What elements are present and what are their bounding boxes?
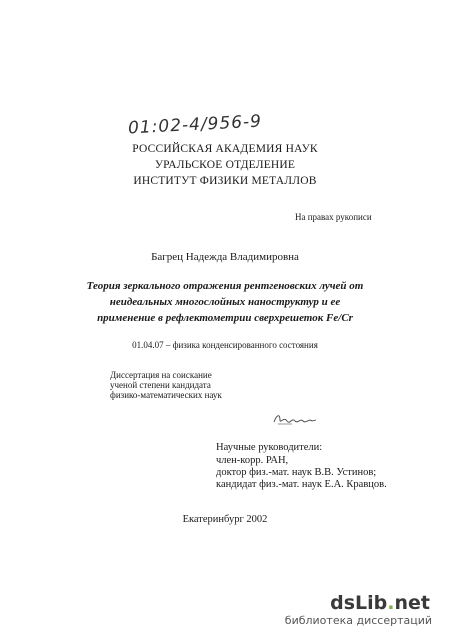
handwritten-catalog-number: 01:02-4/956-9	[127, 111, 263, 139]
author-name: Багрец Надежда Владимировна	[151, 251, 299, 263]
supervisor-line-3: доктор физ.-мат. наук В.В. Устинов;	[216, 467, 377, 478]
dslib-watermark-logo[interactable]	[330, 592, 430, 614]
rights-note: На правах рукописи	[295, 212, 372, 222]
dissertation-note-line-3: физико-математических наук	[110, 390, 222, 400]
organization-line-1: РОССИЙСКАЯ АКАДЕМИЯ НАУК	[132, 143, 318, 155]
organization-line-3: ИНСТИТУТ ФИЗИКИ МЕТАЛЛОВ	[133, 175, 317, 187]
supervisors-heading: Научные руководители:	[216, 442, 323, 453]
author-signature	[272, 412, 318, 426]
watermark-logo-dot: .	[387, 592, 395, 614]
organization-line-2: УРАЛЬСКОЕ ОТДЕЛЕНИЕ	[154, 159, 296, 171]
watermark-logo-tld: net	[394, 592, 430, 614]
thesis-title-line-1: Теория зеркального отражения рентгеновских лучей от	[86, 280, 364, 292]
specialty-code: 01.04.07 – физика конденсированного состояния	[132, 340, 318, 350]
dissertation-note-line-2: ученой степени кандидата	[110, 380, 211, 390]
thesis-title-line-2: неидеальных многослойных наноструктур и ее	[109, 296, 341, 308]
watermark-logo-main: dsLib	[330, 592, 388, 614]
supervisor-line-2: член-корр. РАН,	[216, 455, 289, 466]
city-and-year: Екатеринбург 2002	[182, 514, 268, 525]
dissertation-note-line-1: Диссертация на соискание	[110, 370, 212, 380]
watermark-subtitle: библиотека диссертаций	[284, 614, 432, 627]
supervisor-line-4: кандидат физ.-мат. наук Е.А. Кравцов.	[216, 479, 387, 490]
thesis-title-line-3: применение в рефлектометрии сверхрешеток Fe/Cr	[97, 312, 353, 324]
